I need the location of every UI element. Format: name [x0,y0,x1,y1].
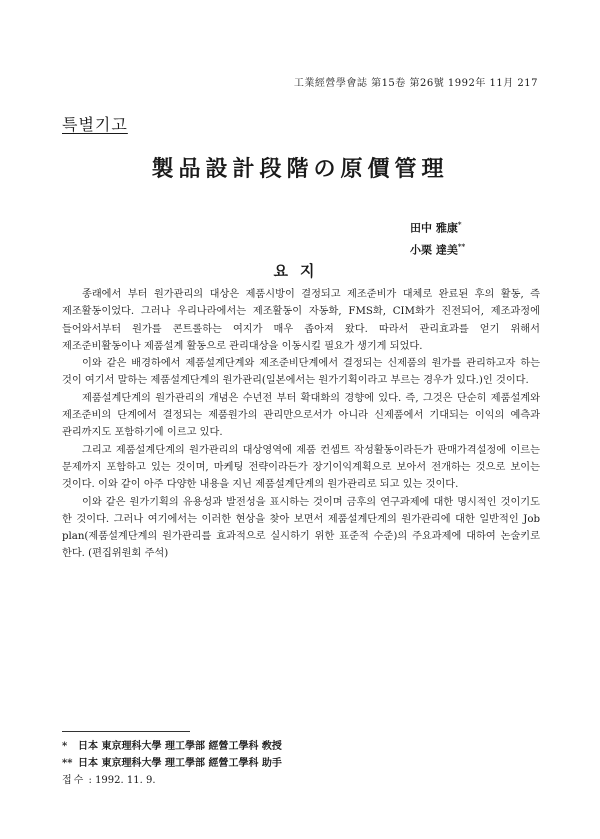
abstract-body [62,286,540,563]
footnote-1 [62,738,282,755]
author-footnote-mark: ** [457,241,466,251]
abstract-paragraph: 이와 같은 배경하에서 제품설계단계와 제조준비단계에서 결정되는 신제품의 원가를 관리하고자 하는 것이 여기서 말하는 제품설계단계의 원가관리(일본에서는 원가기획이라고 부르는 경우가 있다.)인 것이다. [62,358,540,387]
author-name: 小栗 達美 [410,243,458,257]
abstract-paragraph: 제품설계단계의 원가관리의 개념은 수년전 부터 확대화의 경향에 있다. 즉, 그것은 단순히 제품설계와 제조준비의 단계에서 결정되는 제품원가의 관리만으로서가 아니라 신제품에서 기대되는 이익의 예측과 관리까지도 포함하기에 이르고 있다. [62,392,540,439]
received-date-line: 접수 : 1992. 11. 9. [62,775,156,786]
author-2 [410,238,465,260]
footnote-mark: ** [62,758,73,769]
abstract-heading: 요지 [273,262,327,280]
footnotes [62,738,282,789]
footnote-mark: * [62,741,68,752]
author-list [410,216,465,259]
author-name: 田中 雅康 [410,221,458,235]
footnote-divider [62,731,190,732]
footnote-affiliation: 日本 東京理科大學 理工學部 經營工學科 助手 [78,758,282,769]
author-footnote-mark: * [457,220,462,229]
received-date: 1992. 11. 9. [95,775,156,786]
running-header: 工業經營學會誌 第15卷 第26號 1992年 11月 217 [293,78,538,89]
abstract-paragraph: 이와 같은 원가기획의 유용성과 발전성을 표시하는 것이며 금후의 연구과제에 대한 명시적인 것이기도 한 것이다. 그러나 여기에서는 이러한 현상을 찾아 보면서 제품설계단계의 원가관리에 대한 일반적인 Job plan(제품설계단계의 원가관리를 효과적으로 실시하기 위한 표준적 수준)의 주요과제에 대하여 논술키로 한다. (편집위원회 주석) [62,496,540,560]
abstract-paragraph: 종래에서 부터 원가관리의 대상은 제품시방이 결정되고 제조준비가 대체로 완료된 후의 활동, 즉 제조활동이었다. 그러나 우리나라에서는 제조활동이 자동화, FMS화, CIM화가 진전되어, 제조과정에 들어와서부터 원가를 콘트롤하는 여지가 매우 좁아져 왔다. 따라서 관리효과를 얻기 위해서 제조준비활동이나 제품설계 활동으로 관리대상을 이동시킬 필요가 생기게 되었다. [62,289,540,352]
abstract-paragraph: 그리고 제품설계단계의 원가관리의 대상영역에 제품 컨셉트 작성활동이라든가 판매가격설정에 이르는 문제까지 포함하고 있는 것이며, 마케팅 전략이라든가 장기이익계획으로 보아서 전개하는 것으로 보이는 것이다. 이와 같이 아주 다양한 내용을 지닌 제품설계단계의 원가관리로 되고 있는 것이다. [62,444,540,491]
author-1 [410,216,465,238]
received-label: 접수 [62,775,86,786]
paper-title: 製品設計段階の原價管理 [151,156,449,182]
footnote-affiliation: 日本 東京理科大學 理工學部 經營工學科 敎授 [78,741,282,752]
footnote-2 [62,755,282,772]
section-label: 특별기고 [62,115,128,134]
